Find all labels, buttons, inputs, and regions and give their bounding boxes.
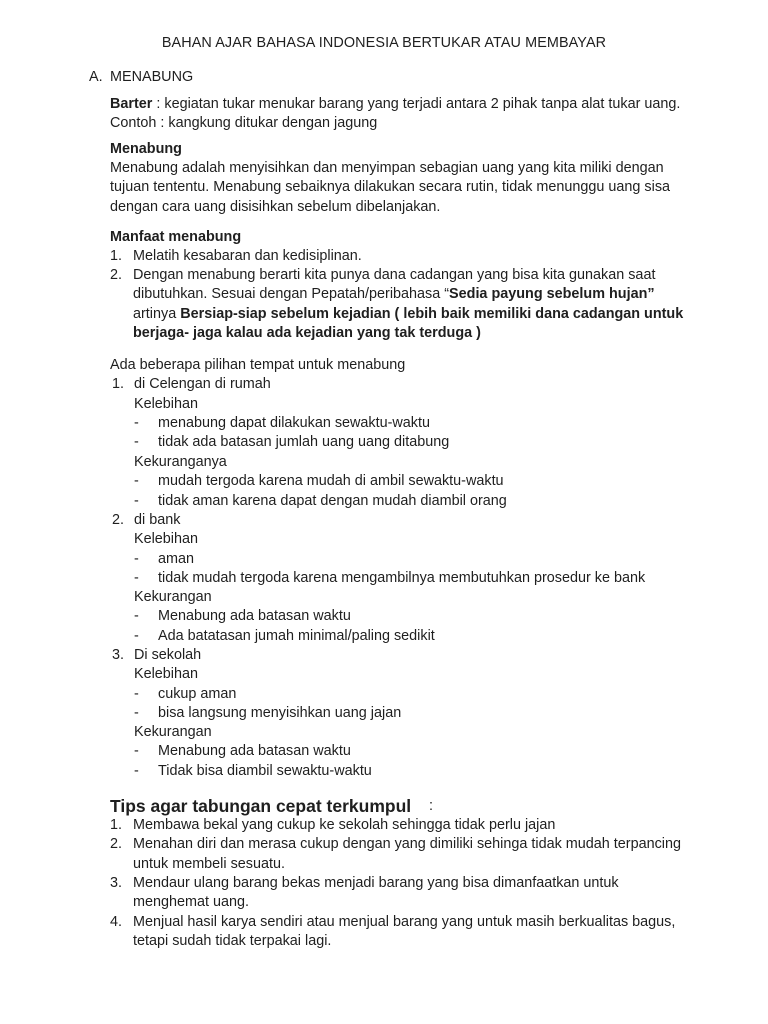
cons-label: Kekurangan [134,589,212,605]
option-name: di Celengan di rumah [134,376,271,392]
manfaat-item [133,285,655,305]
section-heading: MENABUNG [110,69,194,85]
option-name: Di sekolah [134,647,202,663]
option-num: 1. [112,376,125,392]
menabung-line: tujuan tententu. Menabung sebaiknya dilakukan secara rutin, tidak menunggu uang sisa [110,179,671,195]
dash: - [134,570,139,586]
pros-item: cukup aman [158,686,237,702]
manfaat-num: 1. [110,248,123,264]
cons-item: Menabung ada batasan waktu [158,608,351,624]
proverb-meaning: berjaga- jaga kalau ada kejadian yang tak terduga ) [133,325,481,341]
option-name: di bank [134,512,181,528]
cons-label: Kekuranganya [134,454,227,470]
cons-label: Kekurangan [134,724,212,740]
cons-item: tidak aman karena dapat dengan mudah diambil orang [158,493,507,509]
tip-num: 1. [110,817,123,833]
tip-num: 2. [110,836,123,852]
option-num: 3. [112,647,125,663]
dash: - [134,493,139,509]
manfaat-item: Dengan menabung berarti kita punya dana cadangan yang bisa kita gunakan saat [133,267,656,283]
section-marker: A. [89,69,103,85]
dash: - [134,705,139,721]
pros-item: aman [158,551,194,567]
pros-label: Kelebihan [134,531,199,547]
cons-item: Tidak bisa diambil sewaktu-waktu [158,763,372,779]
tip-num: 4. [110,914,123,930]
tip-text: Menahan diri dan merasa cukup dengan yang dimiliki sehinga tidak mudah terpancing [133,836,681,852]
barter-paragraph [110,95,680,115]
dash: - [134,686,139,702]
option-num: 2. [112,512,125,528]
dash: - [134,473,139,489]
tip-text: tetapi sudah tidak terpakai lagi. [133,933,332,949]
tip-text: menghemat uang. [133,894,250,910]
menabung-line: dengan cara uang disisihkan sebelum dibelanjakan. [110,199,441,215]
dash: - [134,743,139,759]
manfaat-heading: Manfaat menabung [110,229,242,245]
dash: - [134,415,139,431]
pros-item: tidak mudah tergoda karena mengambilnya membutuhkan prosedur ke bank [158,570,646,586]
dash: - [134,628,139,644]
barter-term: Barter [110,96,153,112]
menabung-line: Menabung adalah menyisihkan dan menyimpan sebagian uang yang kita miliki dengan [110,160,664,176]
tip-text: untuk membeli sesuatu. [133,856,285,872]
cons-item: Menabung ada batasan waktu [158,743,351,759]
dash: - [134,608,139,624]
tempat-intro: Ada beberapa pilihan tempat untuk menabung [110,357,406,373]
barter-definition: : kegiatan tukar menukar barang yang terjadi antara 2 pihak tanpa alat tukar uang. [152,96,681,112]
tips-colon: : [429,798,433,814]
dash: - [134,763,139,779]
tip-num: 3. [110,875,123,891]
tip-text: Membawa bekal yang cukup ke sekolah sehingga tidak perlu jajan [133,817,556,833]
manfaat-item: Melatih kesabaran dan kedisiplinan. [133,248,362,264]
tips-heading: Tips agar tabungan cepat terkumpul [110,796,412,816]
document-title: BAHAN AJAR BAHASA INDONESIA BERTUKAR ATAU MEMBAYAR [161,35,607,51]
pros-item: bisa langsung menyisihkan uang jajan [158,705,402,721]
manfaat-text: artinya [133,306,181,322]
tip-text: Mendaur ulang barang bekas menjadi barang yang bisa dimanfaatkan untuk [133,875,619,891]
dash: - [134,434,139,450]
manfaat-item [133,305,683,325]
dash: - [134,551,139,567]
pros-label: Kelebihan [134,666,199,682]
tip-text: Menjual hasil karya sendiri atau menjual barang yang untuk masih berkualitas bagus, [133,914,676,930]
pros-item: menabung dapat dilakukan sewaktu-waktu [158,415,430,431]
barter-example: Contoh : kangkung ditukar dengan jagung [110,115,378,131]
menabung-heading: Menabung [110,141,182,157]
pros-item: tidak ada batasan jumlah uang uang ditabung [158,434,450,450]
cons-item: mudah tergoda karena mudah di ambil sewaktu-waktu [158,473,504,489]
manfaat-text: dibutuhkan. Sesuai dengan Pepatah/peribahasa “ [133,286,450,302]
pros-label: Kelebihan [134,396,199,412]
proverb-meaning: Bersiap-siap sebelum kejadian ( lebih baik memiliki dana cadangan untuk [180,306,684,322]
proverb: Sedia payung sebelum hujan” [449,286,655,302]
manfaat-num: 2. [110,267,123,283]
cons-item: Ada batatasan jumah minimal/paling sedikit [158,628,435,644]
